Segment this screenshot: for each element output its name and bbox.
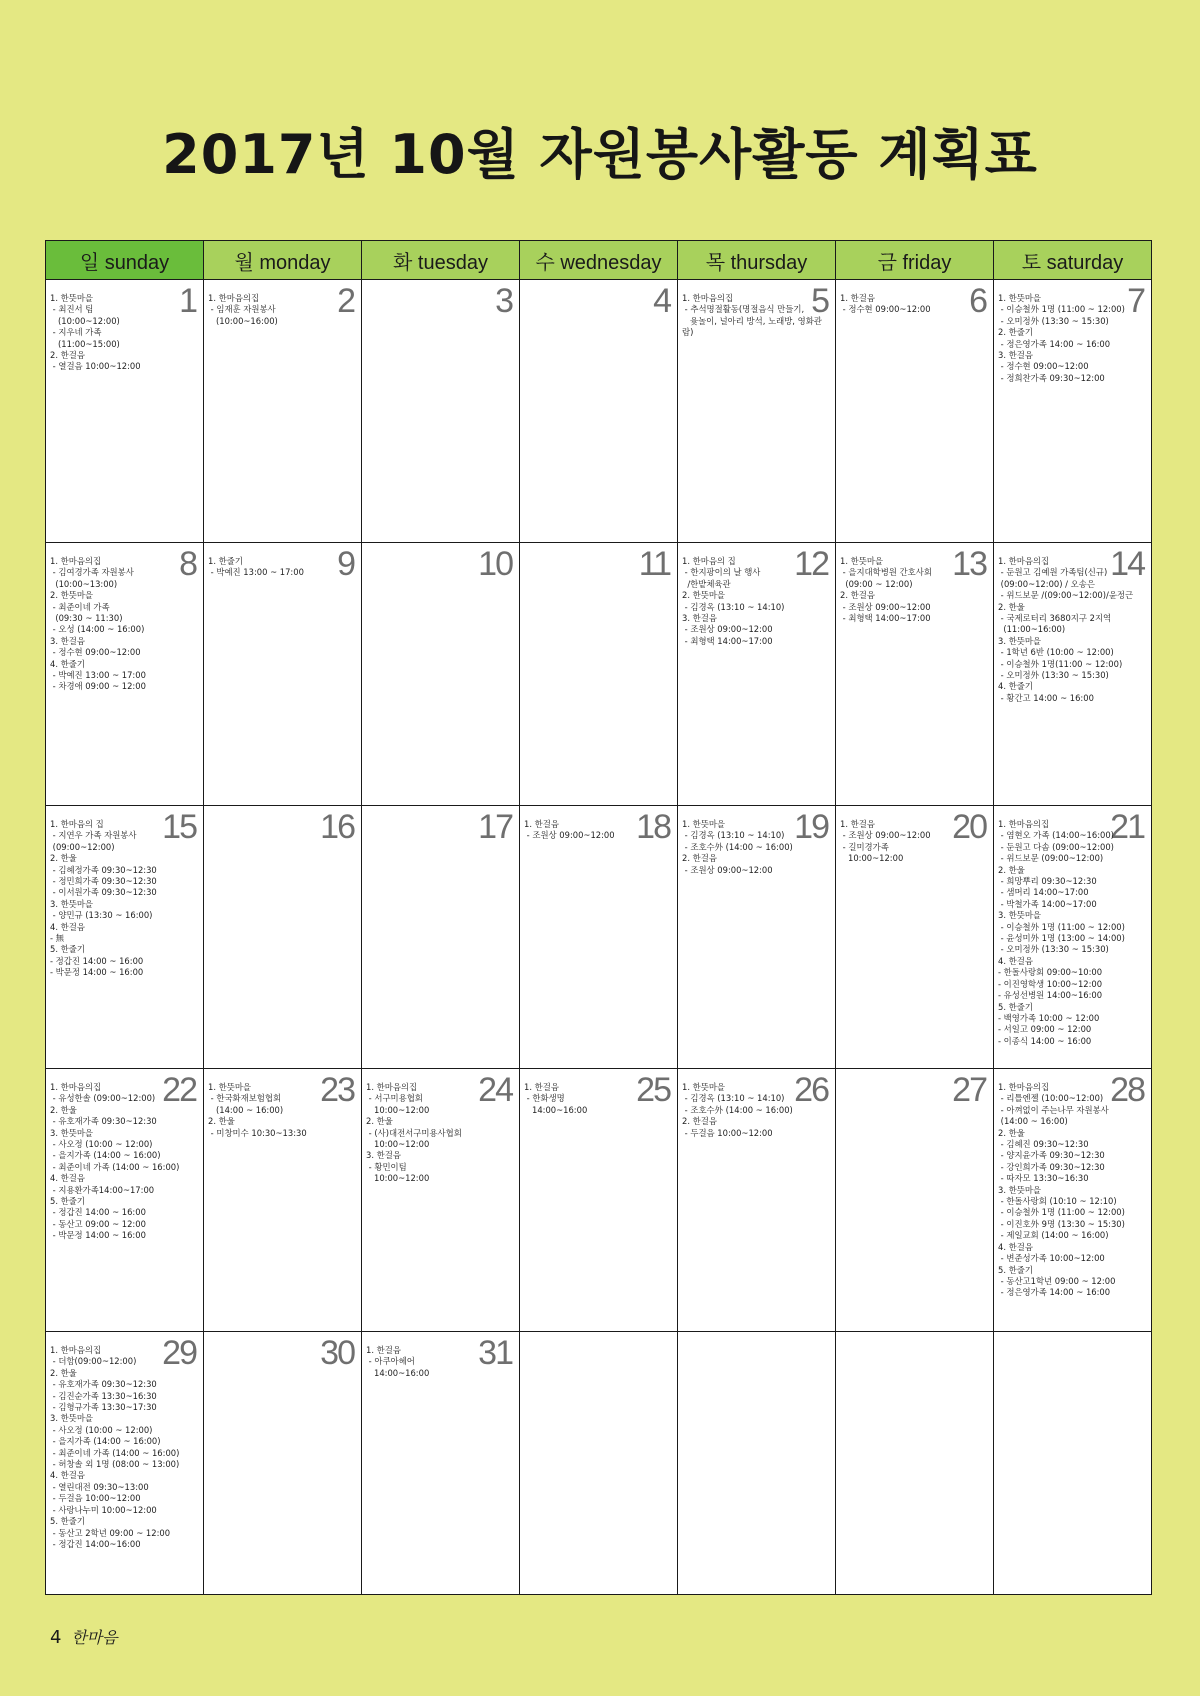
calendar-day-cell: [994, 806, 1152, 1069]
header-thursday: 목 thursday: [678, 241, 836, 280]
calendar-day-cell: [678, 1069, 836, 1332]
day-events: 1. 한마음의집 - 김여경가족 자원봉사 (10:00~13:00) 2. 한뜻마을 - 최준이네 가족 (09:30 ~ 11:30) - 오성 (14:00 ~ 16:00) 3. 한걸음 - 정수현 09:00~12:00 4. 한줄기 - 박예진 13:00 ~ 17:00 - 차경애 09:00 ~ 12:00: [50, 556, 146, 692]
calendar-day-cell: [46, 543, 204, 806]
day-events: 1. 한마음의집 - 둔원고 김예원 가족팀(신규) (09:00~12:00) / 오송은 - 위드보문 /(09:00~12:00)/윤정근 2. 한울 - 국제로터리 3680지구 2지역 (11:00~16:00) 3. 한뜻마을 - 1학년 6반 (10:00 ~ 12:00) - 이승철外 1명(11:00 ~ 12:00) - 오미정外 (13:30 ~ 15:30) 4. 한줄기 - 황간고 14:00 ~ 16:00: [998, 556, 1134, 703]
day-events: 1. 한걸음 - 조원상 09:00~12:00 - 길미경가족 10:00~12:00: [840, 819, 931, 864]
calendar-day-cell: [520, 1332, 678, 1595]
calendar-day-cell: [994, 543, 1152, 806]
calendar-table: [45, 240, 1152, 1595]
day-events: 1. 한마음의집 - 유성한솔 (09:00~12:00) 2. 한울 - 유호재가족 09:30~12:30 3. 한뜻마을 - 사오정 (10:00 ~ 12:00) - 을지가족 (14:00 ~ 16:00) - 최준이네 가족 (14:00 ~ 16:00) 4. 한걸음 - 지용환가족14:00~17:00 5. 한줄기 - 정갑진 14:00 ~ 16:00 - 동산고 09:00 ~ 12:00 - 박문정 14:00 ~ 16:00: [50, 1082, 180, 1241]
calendar-day-cell: [520, 806, 678, 1069]
day-number: 11: [638, 545, 670, 583]
page-number: 4: [50, 1627, 62, 1648]
day-number: 7: [1127, 282, 1144, 320]
day-number: 28: [1110, 1071, 1144, 1109]
day-events: 1. 한마음의집 - 추석명절활동(명절음식 만들기, 윷놀이, 널아리 방석, 노래방, 영화관람): [682, 293, 822, 338]
calendar-day-cell: [678, 280, 836, 543]
day-events: 1. 한마음의집 - 리틀엔젤 (10:00~12:00) - 아껴없이 주는나무 자원봉사 (14:00 ~ 16:00) 2. 한울 - 김혜진 09:30~12:30 - 양지윤가족 09:30~12:30 - 강인희가족 09:30~12:30 - 따자모 13:30~16:30 3. 한뜻마을 - 한돌사랑회 (10:10 ~ 12:10) - 이승철外 1명 (11:00 ~ 12:00) - 이진호外 9명 (13:30 ~ 15:30) - 제일교회 (14:00 ~ 16:00) 4. 한걸음 - 변준성가족 10:00~12:00 5. 한줄기 - 동산고1학년 09:00 ~ 12:00 - 정은영가족 14:00 ~ 16:00: [998, 1082, 1125, 1298]
calendar-day-cell: [46, 1069, 204, 1332]
header-friday: 금 friday: [836, 241, 994, 280]
calendar-day-cell: [994, 1069, 1152, 1332]
day-number: 29: [162, 1334, 196, 1372]
calendar-day-cell: [362, 280, 520, 543]
calendar-day-cell: [46, 1332, 204, 1595]
day-events: 1. 한뜻마을 - 을지대학병원 간호사회 (09:00 ~ 12:00) 2. 한걸음 - 조원상 09:00~12:00 - 최형택 14:00~17:00: [840, 556, 932, 624]
page-title: 2017년 10월 자원봉사활동 계획표: [162, 123, 1038, 186]
day-events: 1. 한뜻마을 - 김경옥 (13:10 ~ 14:10) - 조호수外 (14:00 ~ 16:00) 2. 한걸음 - 두걸음 10:00~12:00: [682, 1082, 793, 1138]
calendar-day-cell: [678, 1332, 836, 1595]
day-events: 1. 한뜻마을 - 김경옥 (13:10 ~ 14:10) - 조호수外 (14:00 ~ 16:00) 2. 한걸음 - 조원상 09:00~12:00: [682, 819, 793, 875]
calendar-day-cell: [520, 280, 678, 543]
day-number: 16: [320, 808, 354, 846]
day-number: 5: [811, 282, 828, 320]
calendar-day-cell: [362, 806, 520, 1069]
calendar-week-row: [46, 1332, 1152, 1595]
day-events: 1. 한마음의집 - 더함(09:00~12:00) 2. 한울 - 유호재가족 09:30~12:30 - 김진순가족 13:30~16:30 - 김형규가족 13:30~17:30 3. 한뜻마을 - 사오정 (10:00 ~ 12:00) - 을지가족 (14:00 ~ 16:00) - 최준이네 가족 (14:00 ~ 16:00) - 허창솔 외 1명 (08:00 ~ 13:00) 4. 한걸음 - 열린대전 09:30~13:00 - 두걸음 10:00~12:00 - 사랑나누미 10:00~12:00 5. 한줄기 - 동산고 2학년 09:00 ~ 12:00 - 정갑진 14:00~16:00: [50, 1345, 180, 1549]
day-events: 1. 한뜻마을 - 이승철外 1명 (11:00 ~ 12:00) - 오미정外 (13:30 ~ 15:30) 2. 한줄기 - 정은영가족 14:00 ~ 16:00 3. 한걸음 - 정수현 09:00~12:00 - 정희찬가족 09:30~12:00: [998, 293, 1125, 383]
day-number: 23: [320, 1071, 354, 1109]
day-number: 12: [794, 545, 828, 583]
calendar-day-cell: [46, 280, 204, 543]
page-footer: [50, 1625, 118, 1648]
calendar-day-cell: [362, 1332, 520, 1595]
calendar-day-cell: [204, 806, 362, 1069]
day-number: 9: [337, 545, 354, 583]
day-number: 22: [162, 1071, 196, 1109]
day-number: 3: [495, 282, 512, 320]
day-events: 1. 한마음의 집 - 지연우 가족 자원봉사 (09:00~12:00) 2. 한울 - 김혜정가족 09:30~12:30 - 정민희가족 09:30~12:30 - 이서원가족 09:30~12:30 3. 한뜻마을 - 양민규 (13:30 ~ 16:00) 4. 한걸음 - 無 5. 한줄기 - 정갑진 14:00 ~ 16:00 - 박문정 14:00 ~ 16:00: [50, 819, 157, 978]
day-events: 1. 한뜻마을 - 최진서 팀 (10:00~12:00) - 지우네 가족 (11:00~15:00) 2. 한걸음 - 열걸음 10:00~12:00: [50, 293, 141, 372]
day-number: 24: [478, 1071, 512, 1109]
calendar-day-cell: [204, 280, 362, 543]
header-tuesday: 화 tuesday: [362, 241, 520, 280]
calendar-day-cell: [520, 543, 678, 806]
calendar-day-cell: [836, 543, 994, 806]
calendar-day-cell: [204, 1332, 362, 1595]
weekday-header-row: [46, 241, 1152, 280]
calendar-day-cell: [204, 1069, 362, 1332]
day-events: 1. 한줄기 - 박예진 13:00 ~ 17:00: [208, 556, 304, 578]
calendar-day-cell: [836, 280, 994, 543]
day-number: 20: [952, 808, 986, 846]
day-number: 14: [1110, 545, 1144, 583]
calendar-day-cell: [994, 1332, 1152, 1595]
magazine-logo: 한마음: [71, 1628, 118, 1647]
day-events: 1. 한마음의집 - 임재훈 자원봉사 (10:00~16:00): [208, 293, 278, 326]
day-number: 4: [653, 282, 670, 320]
day-number: 31: [478, 1334, 512, 1372]
calendar-week-row: [46, 1069, 1152, 1332]
calendar-week-row: [46, 543, 1152, 806]
calendar-day-cell: [994, 280, 1152, 543]
calendar-day-cell: [836, 1069, 994, 1332]
day-events: 1. 한뜻마을 - 한국화재보험협회 (14:00 ~ 16:00) 2. 한울 - 미창미수 10:30~13:30: [208, 1082, 307, 1138]
day-events: 1. 한마음의집 - 서구미용협회 10:00~12:00 2. 한울 - (사)대전서구미용사협회 10:00~12:00 3. 한걸음 - 황민이팀 10:00~12:00: [366, 1082, 462, 1184]
day-number: 26: [794, 1071, 828, 1109]
day-number: 25: [636, 1071, 670, 1109]
day-number: 6: [969, 282, 986, 320]
calendar-day-cell: [46, 806, 204, 1069]
calendar-week-row: [46, 806, 1152, 1069]
day-events: 1. 한마음의 집 - 한지팡이의 날 행사 /한밭체육관 2. 한뜻마을 - 김경옥 (13:10 ~ 14:10) 3. 한걸음 - 조원상 09:00~12:00 - 최형택 14:00~17:00: [682, 556, 785, 646]
day-number: 27: [952, 1071, 986, 1109]
header-monday: 월 monday: [204, 241, 362, 280]
calendar-day-cell: [678, 543, 836, 806]
calendar-day-cell: [362, 543, 520, 806]
day-events: 1. 한걸음 - 정수현 09:00~12:00: [840, 293, 931, 315]
day-number: 10: [478, 545, 512, 583]
day-number: 13: [952, 545, 986, 583]
calendar-week-row: [46, 280, 1152, 543]
calendar-day-cell: [362, 1069, 520, 1332]
calendar-day-cell: [836, 1332, 994, 1595]
day-number: 1: [179, 282, 196, 320]
calendar-day-cell: [520, 1069, 678, 1332]
day-events: 1. 한걸음 - 조원상 09:00~12:00: [524, 819, 615, 841]
day-events: 1. 한마음의집 - 염현오 가족 (14:00~16:00) - 둔원고 다솜 (09:00~12:00) - 위드보문 (09:00~12:00) 2. 한울 - 희망뿌리 09:30~12:30 - 샘머리 14:00~17:00 - 박철가족 14:00~17:00 3. 한뜻마을 - 이승철外 1명 (11:00 ~ 12:00) - 윤성미外 1명 (13:00 ~ 14:00) - 오미정外 (13:30 ~ 15:30) 4. 한걸음 - 한돌사랑회 09:00~10:00 - 이진영학생 10:00~12:00 - 유성선병원 14:00~16:00 5. 한줄기 - 백영가족 10:00 ~ 12:00 - 서일고 09:00 ~ 12:00 - 이종식 14:00 ~ 16:00: [998, 819, 1125, 1046]
header-wednesday: 수 wednesday: [520, 241, 678, 280]
day-number: 18: [636, 808, 670, 846]
day-number: 17: [478, 808, 512, 846]
day-events: 1. 한걸음 - 아쿠아헤어 14:00~16:00: [366, 1345, 430, 1378]
day-number: 8: [179, 545, 196, 583]
day-number: 30: [320, 1334, 354, 1372]
day-events: 1. 한걸음 - 한화생명 14:00~16:00: [524, 1082, 588, 1115]
calendar-day-cell: [678, 806, 836, 1069]
day-number: 15: [162, 808, 196, 846]
calendar-day-cell: [836, 806, 994, 1069]
day-number: 19: [794, 808, 828, 846]
header-sunday: 일 sunday: [46, 241, 204, 280]
calendar-day-cell: [204, 543, 362, 806]
day-number: 2: [337, 282, 354, 320]
header-saturday: 토 saturday: [994, 241, 1152, 280]
day-number: 21: [1110, 808, 1144, 846]
